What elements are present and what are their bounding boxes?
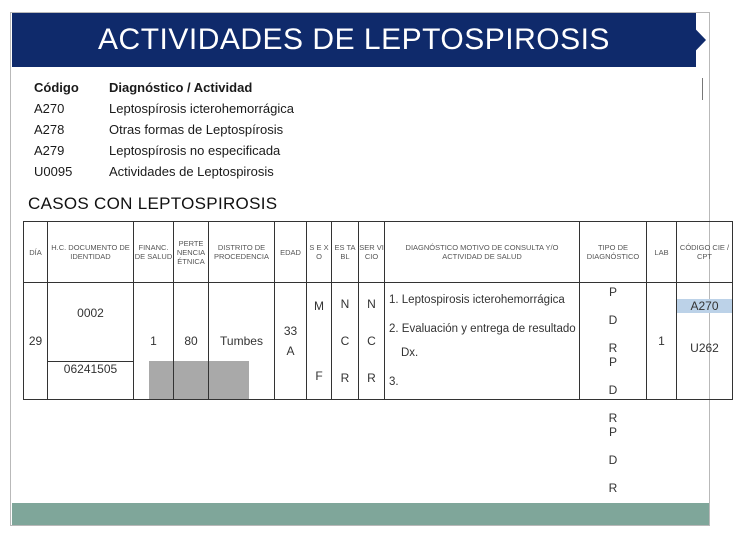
col-header-servicio: SER VI CIO: [359, 222, 385, 283]
cell-dia: 29: [24, 283, 48, 400]
cell-distrito: Tumbes: [209, 283, 275, 400]
diagnosis-item-cont: Dx.: [401, 346, 419, 359]
page-title: ACTIVIDADES DE LEPTOSPIROSIS: [98, 23, 610, 56]
type-p: P: [608, 355, 617, 369]
type-d: D: [608, 313, 618, 327]
estab-option: R: [340, 371, 350, 386]
lab-value: 1: [658, 333, 665, 348]
diagnosis-item: [389, 323, 579, 359]
document-number: 06241505: [48, 361, 133, 376]
cases-table: [23, 221, 733, 495]
col-header-documento: H.C. DOCUMENTO DE IDENTIDAD: [48, 222, 134, 283]
diagnosis-type-row: [580, 285, 646, 355]
cell-lab: [647, 283, 677, 400]
hc-number: 0002: [77, 305, 104, 320]
col-header-financ: FINANC. DE SALUD: [134, 222, 174, 283]
cell-servicio: [359, 283, 385, 400]
col-header-pertenencia: PERTE NENCIA ÉTNICA: [174, 222, 209, 283]
service-option: R: [367, 371, 376, 386]
cell-tipo: [580, 283, 647, 495]
table-header-row: [24, 222, 733, 283]
cell-codigo: [677, 283, 733, 400]
diagnosis-item: 3.: [389, 376, 399, 389]
col-header-edad: EDAD: [275, 222, 307, 283]
cases-title: CASOS CON LEPTOSPIROSIS: [28, 194, 278, 213]
codes-divider: [702, 78, 703, 100]
cell-establecimiento: [332, 283, 359, 400]
col-header-lab: LAB: [647, 222, 677, 283]
code-value: A278: [34, 122, 65, 137]
activity-value: Actividades de Leptospirosis: [109, 164, 274, 179]
code-header: Código: [34, 80, 79, 95]
col-header-dia: DÍA: [24, 222, 48, 283]
sex-option: M: [314, 299, 324, 313]
service-option: C: [367, 333, 376, 348]
type-d: D: [608, 453, 618, 467]
cell-financ: 1: [134, 283, 174, 400]
activity-value: Leptospírosis icterohemorrágica: [109, 101, 294, 116]
age-unit: A: [286, 344, 295, 358]
type-p: P: [608, 425, 617, 439]
diagnosis-type-row: [580, 425, 646, 495]
col-header-codigo: CÓDIGO CIE / CPT: [677, 222, 733, 283]
code-value: U0095: [34, 164, 73, 179]
code-value: A279: [34, 143, 65, 158]
cell-diagnostico: [385, 283, 580, 400]
diagnosis-item-text: 2. Evaluación y entrega de resultado: [389, 322, 576, 335]
type-d: D: [608, 383, 618, 397]
table-row: [24, 283, 733, 400]
codes-list: [27, 74, 703, 182]
estab-option: C: [340, 333, 350, 348]
col-header-tipo: TIPO DE DIAGNÓSTICO: [580, 222, 647, 283]
age-value: 33: [283, 324, 298, 338]
type-r: R: [608, 411, 618, 425]
type-p: P: [608, 285, 617, 299]
cell-sexo: [307, 283, 332, 400]
activity-value: Otras formas de Leptospírosis: [109, 122, 284, 137]
col-header-diagnostico: DIAGNÓSTICO MOTIVO DE CONSULTA Y/O ACTIVIDAD DE SALUD: [385, 222, 580, 283]
estab-option: N: [340, 296, 350, 311]
cie-code: U262: [690, 341, 719, 355]
type-r: R: [608, 341, 618, 355]
diagnosis-type-row: [580, 355, 646, 425]
service-option: N: [367, 296, 376, 311]
activity-header: Diagnóstico / Actividad: [109, 80, 253, 95]
cell-edad: [275, 283, 307, 400]
col-header-sexo: S E X O: [307, 222, 332, 283]
type-r: R: [608, 481, 618, 495]
cie-code: A270: [677, 299, 732, 313]
activity-value: Leptospírosis no especificada: [109, 143, 281, 158]
cie-code-highlighted: [677, 299, 732, 313]
cell-documento: [48, 283, 134, 400]
sex-option: F: [315, 369, 323, 383]
col-header-distrito: DISTRITO DE PROCEDENCIA: [209, 222, 275, 283]
footer-bar: [12, 503, 709, 525]
cell-pertenencia: 80: [174, 283, 209, 400]
code-value: A270: [34, 101, 65, 116]
col-header-establecimiento: ES TA BL: [332, 222, 359, 283]
diagnosis-item: 1. Leptospirosis icterohemorrágica: [389, 293, 565, 306]
